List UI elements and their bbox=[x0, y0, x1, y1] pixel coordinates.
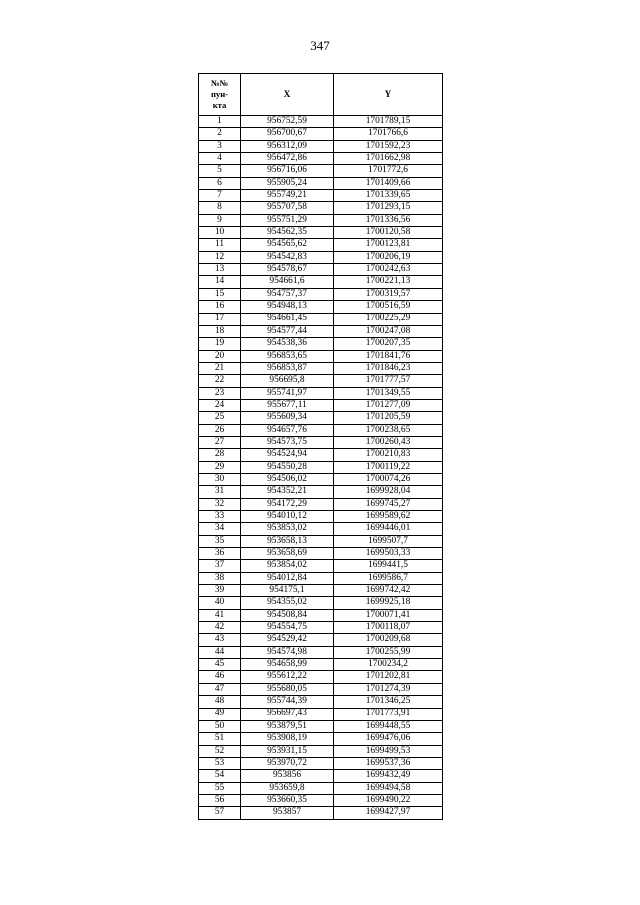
table-row bbox=[199, 609, 443, 621]
table-row bbox=[199, 288, 443, 300]
y-coordinate-cell: 1700210,83 bbox=[334, 449, 443, 461]
point-number-cell: 12 bbox=[199, 251, 241, 263]
table-row bbox=[199, 387, 443, 399]
x-coordinate-cell: 953857 bbox=[241, 807, 334, 819]
table-header bbox=[199, 74, 443, 116]
table-row bbox=[199, 585, 443, 597]
y-coordinate-cell: 1700119,22 bbox=[334, 461, 443, 473]
point-number-cell: 39 bbox=[199, 585, 241, 597]
point-number-cell: 27 bbox=[199, 436, 241, 448]
x-coordinate-cell: 956695,8 bbox=[241, 375, 334, 387]
x-coordinate-cell: 954508,84 bbox=[241, 609, 334, 621]
x-coordinate-cell: 953659,8 bbox=[241, 782, 334, 794]
table-row bbox=[199, 153, 443, 165]
y-coordinate-cell: 1701841,76 bbox=[334, 350, 443, 362]
x-coordinate-cell: 954550,28 bbox=[241, 461, 334, 473]
x-coordinate-cell: 955905,24 bbox=[241, 177, 334, 189]
y-coordinate-cell: 1699476,06 bbox=[334, 733, 443, 745]
point-number-cell: 52 bbox=[199, 745, 241, 757]
table-row bbox=[199, 177, 443, 189]
x-coordinate-cell: 955744,39 bbox=[241, 696, 334, 708]
y-coordinate-cell: 1699745,27 bbox=[334, 498, 443, 510]
table-body bbox=[199, 116, 443, 820]
point-number-cell: 40 bbox=[199, 597, 241, 609]
y-coordinate-cell: 1699742,42 bbox=[334, 585, 443, 597]
y-coordinate-cell: 1700221,13 bbox=[334, 276, 443, 288]
y-coordinate-cell: 1701277,09 bbox=[334, 399, 443, 411]
y-coordinate-cell: 1699490,22 bbox=[334, 794, 443, 806]
table-row bbox=[199, 436, 443, 448]
point-number-cell: 17 bbox=[199, 313, 241, 325]
table-row bbox=[199, 140, 443, 152]
x-coordinate-cell: 955677,11 bbox=[241, 399, 334, 411]
x-coordinate-cell: 953856 bbox=[241, 770, 334, 782]
point-number-cell: 38 bbox=[199, 572, 241, 584]
table-row bbox=[199, 165, 443, 177]
y-coordinate-cell: 1699928,04 bbox=[334, 486, 443, 498]
table-row bbox=[199, 486, 443, 498]
x-coordinate-cell: 954578,67 bbox=[241, 264, 334, 276]
point-number-cell: 18 bbox=[199, 325, 241, 337]
table-row bbox=[199, 597, 443, 609]
table-row bbox=[199, 535, 443, 547]
y-coordinate-cell: 1699427,97 bbox=[334, 807, 443, 819]
y-coordinate-cell: 1700234,2 bbox=[334, 659, 443, 671]
y-coordinate-cell: 1701349,55 bbox=[334, 387, 443, 399]
x-coordinate-cell: 954661,6 bbox=[241, 276, 334, 288]
x-coordinate-cell: 956697,43 bbox=[241, 708, 334, 720]
table-row bbox=[199, 560, 443, 572]
point-number-cell: 45 bbox=[199, 659, 241, 671]
y-coordinate-cell: 1701662,98 bbox=[334, 153, 443, 165]
x-coordinate-cell: 954565,62 bbox=[241, 239, 334, 251]
table-row bbox=[199, 622, 443, 634]
table-row bbox=[199, 708, 443, 720]
point-number-cell: 50 bbox=[199, 720, 241, 732]
y-coordinate-cell: 1700209,68 bbox=[334, 634, 443, 646]
x-coordinate-cell: 956700,67 bbox=[241, 128, 334, 140]
table-row bbox=[199, 461, 443, 473]
table-row bbox=[199, 239, 443, 251]
y-coordinate-cell: 1701202,81 bbox=[334, 671, 443, 683]
point-number-cell: 46 bbox=[199, 671, 241, 683]
point-number-cell: 51 bbox=[199, 733, 241, 745]
point-number-cell: 48 bbox=[199, 696, 241, 708]
point-number-cell: 29 bbox=[199, 461, 241, 473]
y-coordinate-cell: 1699446,01 bbox=[334, 523, 443, 535]
point-number-cell: 9 bbox=[199, 214, 241, 226]
y-coordinate-cell: 1700225,29 bbox=[334, 313, 443, 325]
point-number-cell: 56 bbox=[199, 794, 241, 806]
table-row bbox=[199, 634, 443, 646]
x-coordinate-cell: 955749,21 bbox=[241, 190, 334, 202]
x-coordinate-cell: 955680,05 bbox=[241, 683, 334, 695]
table-row bbox=[199, 313, 443, 325]
point-number-cell: 55 bbox=[199, 782, 241, 794]
x-coordinate-cell: 954554,75 bbox=[241, 622, 334, 634]
point-number-cell: 10 bbox=[199, 227, 241, 239]
point-number-cell: 20 bbox=[199, 350, 241, 362]
point-number-cell: 44 bbox=[199, 646, 241, 658]
y-coordinate-cell: 1701336,56 bbox=[334, 214, 443, 226]
table-row bbox=[199, 399, 443, 411]
y-coordinate-cell: 1700118,07 bbox=[334, 622, 443, 634]
y-header: Y bbox=[334, 74, 443, 116]
point-number-cell: 1 bbox=[199, 116, 241, 128]
y-coordinate-cell: 1700071,41 bbox=[334, 609, 443, 621]
y-coordinate-cell: 1700260,43 bbox=[334, 436, 443, 448]
point-number-cell: 43 bbox=[199, 634, 241, 646]
point-number-cell: 36 bbox=[199, 548, 241, 560]
point-number-cell: 4 bbox=[199, 153, 241, 165]
table-row bbox=[199, 276, 443, 288]
point-number-cell: 57 bbox=[199, 807, 241, 819]
x-coordinate-cell: 954574,98 bbox=[241, 646, 334, 658]
point-number-cell: 42 bbox=[199, 622, 241, 634]
point-number-cell: 13 bbox=[199, 264, 241, 276]
table-row bbox=[199, 671, 443, 683]
table-row bbox=[199, 227, 443, 239]
point-number-cell: 11 bbox=[199, 239, 241, 251]
point-number-cell: 49 bbox=[199, 708, 241, 720]
table-row bbox=[199, 116, 443, 128]
header-row bbox=[199, 74, 443, 116]
table-row bbox=[199, 511, 443, 523]
point-number-cell: 25 bbox=[199, 412, 241, 424]
table-row bbox=[199, 733, 443, 745]
x-coordinate-cell: 955609,34 bbox=[241, 412, 334, 424]
x-coordinate-cell: 955751,29 bbox=[241, 214, 334, 226]
point-number-cell: 28 bbox=[199, 449, 241, 461]
x-coordinate-cell: 954661,45 bbox=[241, 313, 334, 325]
x-coordinate-cell: 954538,36 bbox=[241, 338, 334, 350]
x-coordinate-cell: 954657,76 bbox=[241, 424, 334, 436]
point-number-cell: 15 bbox=[199, 288, 241, 300]
table-row bbox=[199, 449, 443, 461]
x-coordinate-cell: 954757,37 bbox=[241, 288, 334, 300]
y-coordinate-cell: 1701274,39 bbox=[334, 683, 443, 695]
x-coordinate-cell: 956752,59 bbox=[241, 116, 334, 128]
y-coordinate-cell: 1701789,15 bbox=[334, 116, 443, 128]
table-row bbox=[199, 807, 443, 819]
x-coordinate-cell: 954524,94 bbox=[241, 449, 334, 461]
y-coordinate-cell: 1701205,59 bbox=[334, 412, 443, 424]
y-coordinate-cell: 1701339,65 bbox=[334, 190, 443, 202]
point-number-cell: 47 bbox=[199, 683, 241, 695]
x-coordinate-cell: 954010,12 bbox=[241, 511, 334, 523]
point-number-cell: 22 bbox=[199, 375, 241, 387]
y-coordinate-cell: 1700255,99 bbox=[334, 646, 443, 658]
x-coordinate-cell: 955612,22 bbox=[241, 671, 334, 683]
table-row bbox=[199, 251, 443, 263]
point-number-cell: 21 bbox=[199, 362, 241, 374]
x-coordinate-cell: 956716,06 bbox=[241, 165, 334, 177]
table-row bbox=[199, 424, 443, 436]
point-number-cell: 24 bbox=[199, 399, 241, 411]
page-number: 347 bbox=[310, 38, 330, 53]
table-row bbox=[199, 412, 443, 424]
table-row bbox=[199, 548, 443, 560]
y-coordinate-cell: 1699494,58 bbox=[334, 782, 443, 794]
point-number-cell: 2 bbox=[199, 128, 241, 140]
point-number-cell: 34 bbox=[199, 523, 241, 535]
y-coordinate-cell: 1701772,6 bbox=[334, 165, 443, 177]
point-number-cell: 7 bbox=[199, 190, 241, 202]
y-coordinate-cell: 1700238,65 bbox=[334, 424, 443, 436]
y-coordinate-cell: 1699503,33 bbox=[334, 548, 443, 560]
y-coordinate-cell: 1701293,15 bbox=[334, 202, 443, 214]
x-coordinate-cell: 954529,42 bbox=[241, 634, 334, 646]
table-row bbox=[199, 362, 443, 374]
point-number-header-line3: кта bbox=[212, 100, 227, 110]
table-row bbox=[199, 338, 443, 350]
x-coordinate-cell: 953931,15 bbox=[241, 745, 334, 757]
y-coordinate-cell: 1700207,35 bbox=[334, 338, 443, 350]
x-coordinate-cell: 955707,58 bbox=[241, 202, 334, 214]
x-coordinate-cell: 954562,35 bbox=[241, 227, 334, 239]
table-row bbox=[199, 350, 443, 362]
point-number-cell: 54 bbox=[199, 770, 241, 782]
x-coordinate-cell: 953908,19 bbox=[241, 733, 334, 745]
x-coordinate-cell: 953879,51 bbox=[241, 720, 334, 732]
x-coordinate-cell: 954355,02 bbox=[241, 597, 334, 609]
table-row bbox=[199, 264, 443, 276]
y-coordinate-cell: 1699589,62 bbox=[334, 511, 443, 523]
y-coordinate-cell: 1700247,08 bbox=[334, 325, 443, 337]
point-number-cell: 8 bbox=[199, 202, 241, 214]
y-coordinate-cell: 1699586,7 bbox=[334, 572, 443, 584]
y-coordinate-cell: 1699537,36 bbox=[334, 757, 443, 769]
table-row bbox=[199, 523, 443, 535]
y-coordinate-cell: 1701846,23 bbox=[334, 362, 443, 374]
y-coordinate-cell: 1700074,26 bbox=[334, 473, 443, 485]
point-number-header-line2: пун- bbox=[210, 89, 229, 99]
point-number-cell: 33 bbox=[199, 511, 241, 523]
y-coordinate-cell: 1700242,63 bbox=[334, 264, 443, 276]
point-number-cell: 35 bbox=[199, 535, 241, 547]
y-coordinate-cell: 1701773,91 bbox=[334, 708, 443, 720]
table-row bbox=[199, 325, 443, 337]
point-number-cell: 3 bbox=[199, 140, 241, 152]
x-coordinate-cell: 953658,69 bbox=[241, 548, 334, 560]
y-coordinate-cell: 1699507,7 bbox=[334, 535, 443, 547]
x-coordinate-cell: 953660,35 bbox=[241, 794, 334, 806]
table-row bbox=[199, 696, 443, 708]
x-coordinate-cell: 954172,29 bbox=[241, 498, 334, 510]
y-coordinate-cell: 1701592,23 bbox=[334, 140, 443, 152]
y-coordinate-cell: 1700319,57 bbox=[334, 288, 443, 300]
x-coordinate-cell: 953658,13 bbox=[241, 535, 334, 547]
table-row bbox=[199, 720, 443, 732]
table-row bbox=[199, 782, 443, 794]
y-coordinate-cell: 1699925,18 bbox=[334, 597, 443, 609]
y-coordinate-cell: 1700120,58 bbox=[334, 227, 443, 239]
x-coordinate-cell: 956312,09 bbox=[241, 140, 334, 152]
y-coordinate-cell: 1701346,25 bbox=[334, 696, 443, 708]
point-number-cell: 30 bbox=[199, 473, 241, 485]
table-row bbox=[199, 770, 443, 782]
x-coordinate-cell: 954175,1 bbox=[241, 585, 334, 597]
y-coordinate-cell: 1699441,5 bbox=[334, 560, 443, 572]
y-coordinate-cell: 1700206,19 bbox=[334, 251, 443, 263]
x-coordinate-cell: 954506,02 bbox=[241, 473, 334, 485]
x-coordinate-cell: 954573,75 bbox=[241, 436, 334, 448]
x-coordinate-cell: 953970,72 bbox=[241, 757, 334, 769]
x-coordinate-cell: 956853,87 bbox=[241, 362, 334, 374]
x-coordinate-cell: 954658,99 bbox=[241, 659, 334, 671]
point-number-cell: 53 bbox=[199, 757, 241, 769]
point-number-header bbox=[199, 74, 241, 116]
x-coordinate-cell: 953853,02 bbox=[241, 523, 334, 535]
point-number-cell: 26 bbox=[199, 424, 241, 436]
x-coordinate-cell: 954542,83 bbox=[241, 251, 334, 263]
table-row bbox=[199, 498, 443, 510]
point-number-cell: 5 bbox=[199, 165, 241, 177]
table-row bbox=[199, 745, 443, 757]
point-number-cell: 32 bbox=[199, 498, 241, 510]
y-coordinate-cell: 1701777,57 bbox=[334, 375, 443, 387]
point-number-cell: 19 bbox=[199, 338, 241, 350]
point-number-cell: 41 bbox=[199, 609, 241, 621]
x-coordinate-cell: 956853,65 bbox=[241, 350, 334, 362]
table-row bbox=[199, 473, 443, 485]
table-row bbox=[199, 572, 443, 584]
x-header: X bbox=[241, 74, 334, 116]
x-coordinate-cell: 954012,84 bbox=[241, 572, 334, 584]
y-coordinate-cell: 1700123,81 bbox=[334, 239, 443, 251]
point-number-cell: 6 bbox=[199, 177, 241, 189]
x-coordinate-cell: 954577,44 bbox=[241, 325, 334, 337]
point-number-cell: 14 bbox=[199, 276, 241, 288]
y-coordinate-cell: 1699499,53 bbox=[334, 745, 443, 757]
x-coordinate-cell: 955741,97 bbox=[241, 387, 334, 399]
y-coordinate-cell: 1701766,6 bbox=[334, 128, 443, 140]
table-row bbox=[199, 683, 443, 695]
table-row bbox=[199, 794, 443, 806]
y-coordinate-cell: 1700516,59 bbox=[334, 301, 443, 313]
x-coordinate-cell: 954352,21 bbox=[241, 486, 334, 498]
x-coordinate-cell: 954948,13 bbox=[241, 301, 334, 313]
y-coordinate-cell: 1699448,55 bbox=[334, 720, 443, 732]
table-row bbox=[199, 646, 443, 658]
coordinates-table bbox=[198, 73, 443, 820]
y-coordinate-cell: 1699432,49 bbox=[334, 770, 443, 782]
table-row bbox=[199, 659, 443, 671]
table-row bbox=[199, 214, 443, 226]
table-row bbox=[199, 375, 443, 387]
table-row bbox=[199, 301, 443, 313]
table-row bbox=[199, 757, 443, 769]
table-row bbox=[199, 202, 443, 214]
point-number-cell: 37 bbox=[199, 560, 241, 572]
x-coordinate-cell: 953854,02 bbox=[241, 560, 334, 572]
point-number-cell: 23 bbox=[199, 387, 241, 399]
point-number-header-line1: №№ bbox=[210, 78, 229, 88]
table-row bbox=[199, 190, 443, 202]
y-coordinate-cell: 1701409,66 bbox=[334, 177, 443, 189]
point-number-cell: 16 bbox=[199, 301, 241, 313]
point-number-cell: 31 bbox=[199, 486, 241, 498]
x-coordinate-cell: 956472,86 bbox=[241, 153, 334, 165]
table-row bbox=[199, 128, 443, 140]
